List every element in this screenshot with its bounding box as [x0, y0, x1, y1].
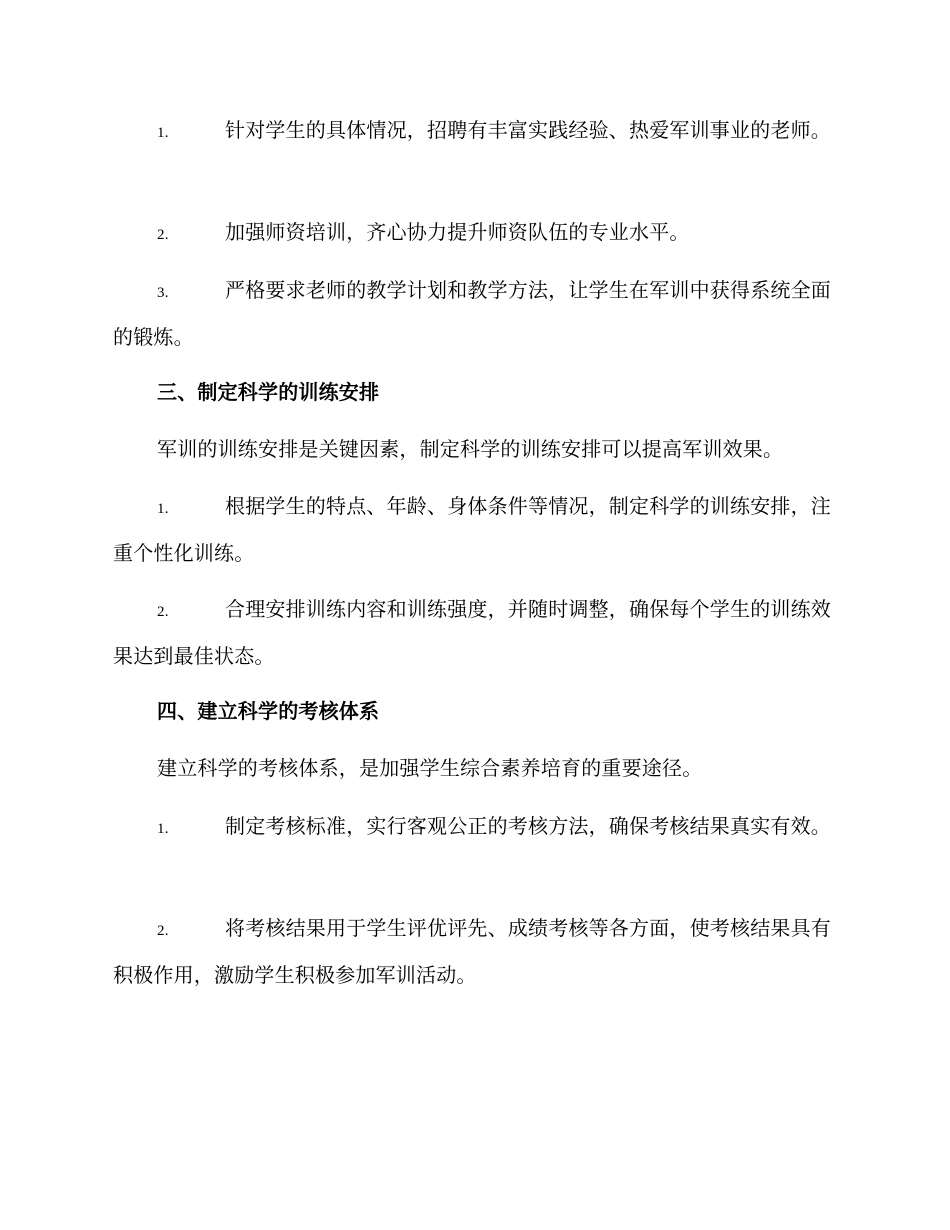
list-text: 合理安排训练内容和训练强度，并随时调整，确保每个学生的训练效果达到最佳状态。 — [113, 597, 831, 668]
list-text: 制定考核标准，实行客观公正的考核方法，确保考核结果真实有效。 — [225, 814, 831, 838]
list-item — [113, 108, 838, 155]
list-item — [113, 906, 838, 997]
list-number: 1. — [157, 501, 169, 517]
list-text: 根据学生的特点、年龄、身体条件等情况，制定科学的训练安排，注重个性化训练。 — [113, 494, 831, 565]
list-text: 针对学生的具体情况，招聘有丰富实践经验、热爱军训事业的老师。 — [225, 118, 831, 142]
list-item — [113, 804, 838, 851]
list-item — [113, 587, 838, 678]
list-text: 加强师资培训，齐心协力提升师资队伍的专业水平。 — [225, 220, 690, 244]
list-text: 将考核结果用于学生评优评先、成绩考核等各方面，使考核结果具有积极作用，激励学生积极参加军训活动。 — [113, 916, 831, 987]
list-number: 2. — [157, 227, 169, 243]
section-heading: 四、建立科学的考核体系 — [157, 699, 380, 723]
list-number: 2. — [157, 604, 169, 620]
section-intro: 军训的训练安排是关键因素，制定科学的训练安排可以提高军训效果。 — [157, 437, 784, 461]
list-item — [113, 484, 838, 575]
list-number: 1. — [157, 821, 169, 837]
list-number: 1. — [157, 125, 169, 141]
section-intro: 建立科学的考核体系，是加强学生综合素养培育的重要途径。 — [157, 756, 703, 780]
list-number: 3. — [157, 285, 169, 301]
list-item — [113, 268, 838, 359]
list-number: 2. — [157, 923, 169, 939]
list-item — [113, 210, 838, 257]
section-heading: 三、制定科学的训练安排 — [157, 380, 380, 404]
list-text: 严格要求老师的教学计划和教学方法，让学生在军训中获得系统全面的锻炼。 — [113, 278, 831, 349]
